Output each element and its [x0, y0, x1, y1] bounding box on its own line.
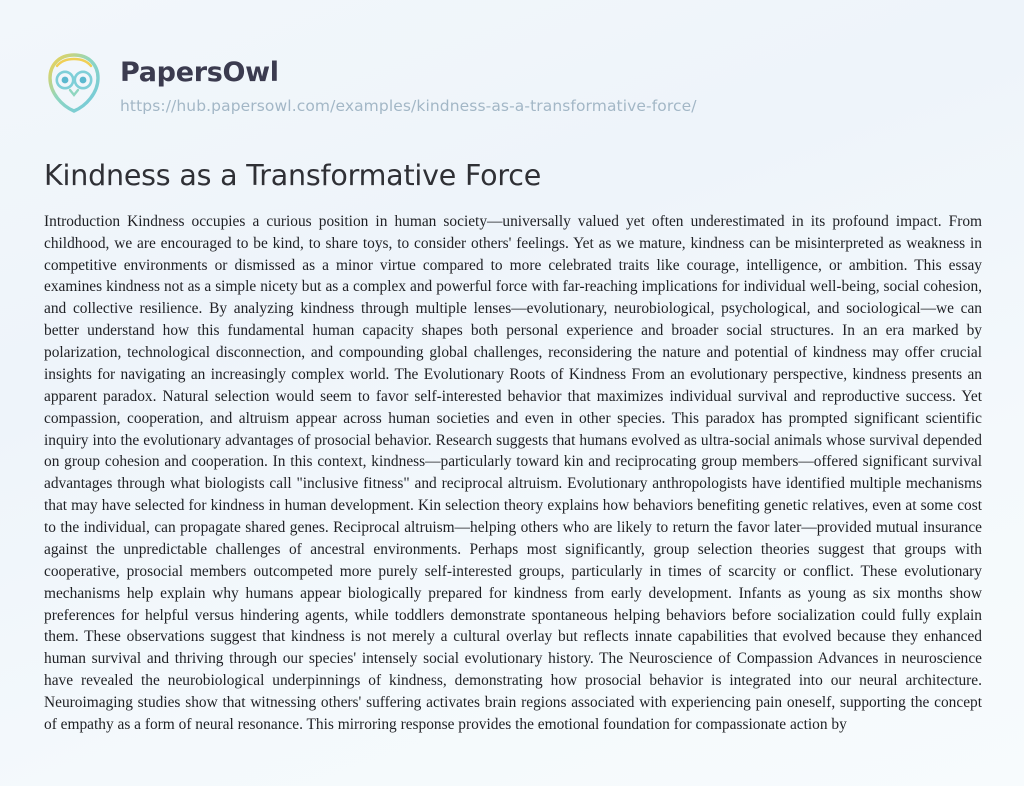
document-body-text: Introduction Kindness occupies a curious position in human society—universally valued yet often underestimated in its profound impact. From childhood, we are encouraged to be kind, to share toys, to consider others' feelings. Yet as we mature, kindness can be misinterpreted as weakness in competitive environments or dismissed as a minor virtue compared to more celebrated traits like courage, intelligence, or ambition. This essay examines kindness not as a simple nicety but as a complex and powerful force with far-reaching implications for individual well-being, social cohesion, and collective resilience. By analyzing kindness through multiple lenses—evolutionary, neurobiological, psychological, and sociological—we can better understand how this fundamental human capacity shapes both personal experience and broader social structures. In an era marked by polarization, technological disconnection, and compounding global challenges, reconsidering the nature and potential of kindness may offer crucial insights for navigating an increasingly complex world. The Evolutionary Roots of Kindness From an evolutionary perspective, kindness presents an apparent paradox. Natural selection would seem to favor self-interested behavior that maximizes individual survival and reproductive success. Yet compassion, cooperation, and altruism appear across human societies and even in other species. This paradox has prompted significant scientific inquiry into the evolutionary advantages of prosocial behavior. Research suggests that humans evolved as ultra-social animals whose survival depended on group cohesion and cooperation. In this context, kindness—particularly toward kin and reciprocating group members—offered significant survival advantages through what biologists call "inclusive fitness" and reciprocal altruism. Evolutionary anthropologists have identified multiple mechanisms that may have selected for kindness in human development. Kin selection theory explains how behaviors benefiting genetic relatives, even at some cost to the individual, can propagate shared genes. Reciprocal altruism—helping others who are likely to return the favor later—provided mutual insurance against the unpredictable challenges of ancestral environments. Perhaps most significantly, group selection theories suggest that groups with cooperative, prosocial members outcompeted more purely self-interested groups, particularly in times of scarcity or conflict. These evolutionary mechanisms help explain why humans appear biologically prepared for kindness from early development. Infants as young as six months show preferences for helpful versus hindering agents, while toddlers demonstrate spontaneous helping behaviors before socialization could fully explain them. These observations suggest that kindness is not merely a cultural overlay but reflects innate capabilities that evolved because they enhanced human survival and thriving through our species' intensely social evolutionary history. The Neuroscience of Compassion Advances in neuroscience have revealed the neurobiological underpinnings of kindness, demonstrating how prosocial behavior is integrated into our neural architecture. Neuroimaging studies show that witnessing others' suffering activates brain regions associated with experiencing pain oneself, supporting the concept of empathy as a form of neural resonance. This mirroring response provides the emotional foundation for compassionate action by — [44, 212, 982, 733]
owl-logo-icon — [44, 52, 104, 114]
site-header — [0, 0, 1024, 115]
document-content — [0, 159, 1024, 736]
page-title: Kindness as a Transformative Force — [44, 158, 542, 192]
source-url[interactable]: https://hub.papersowl.com/examples/kindness-as-a-transformative-force/ — [120, 96, 697, 115]
brand-name: PapersOwl — [120, 57, 279, 88]
brand-block — [120, 52, 697, 115]
